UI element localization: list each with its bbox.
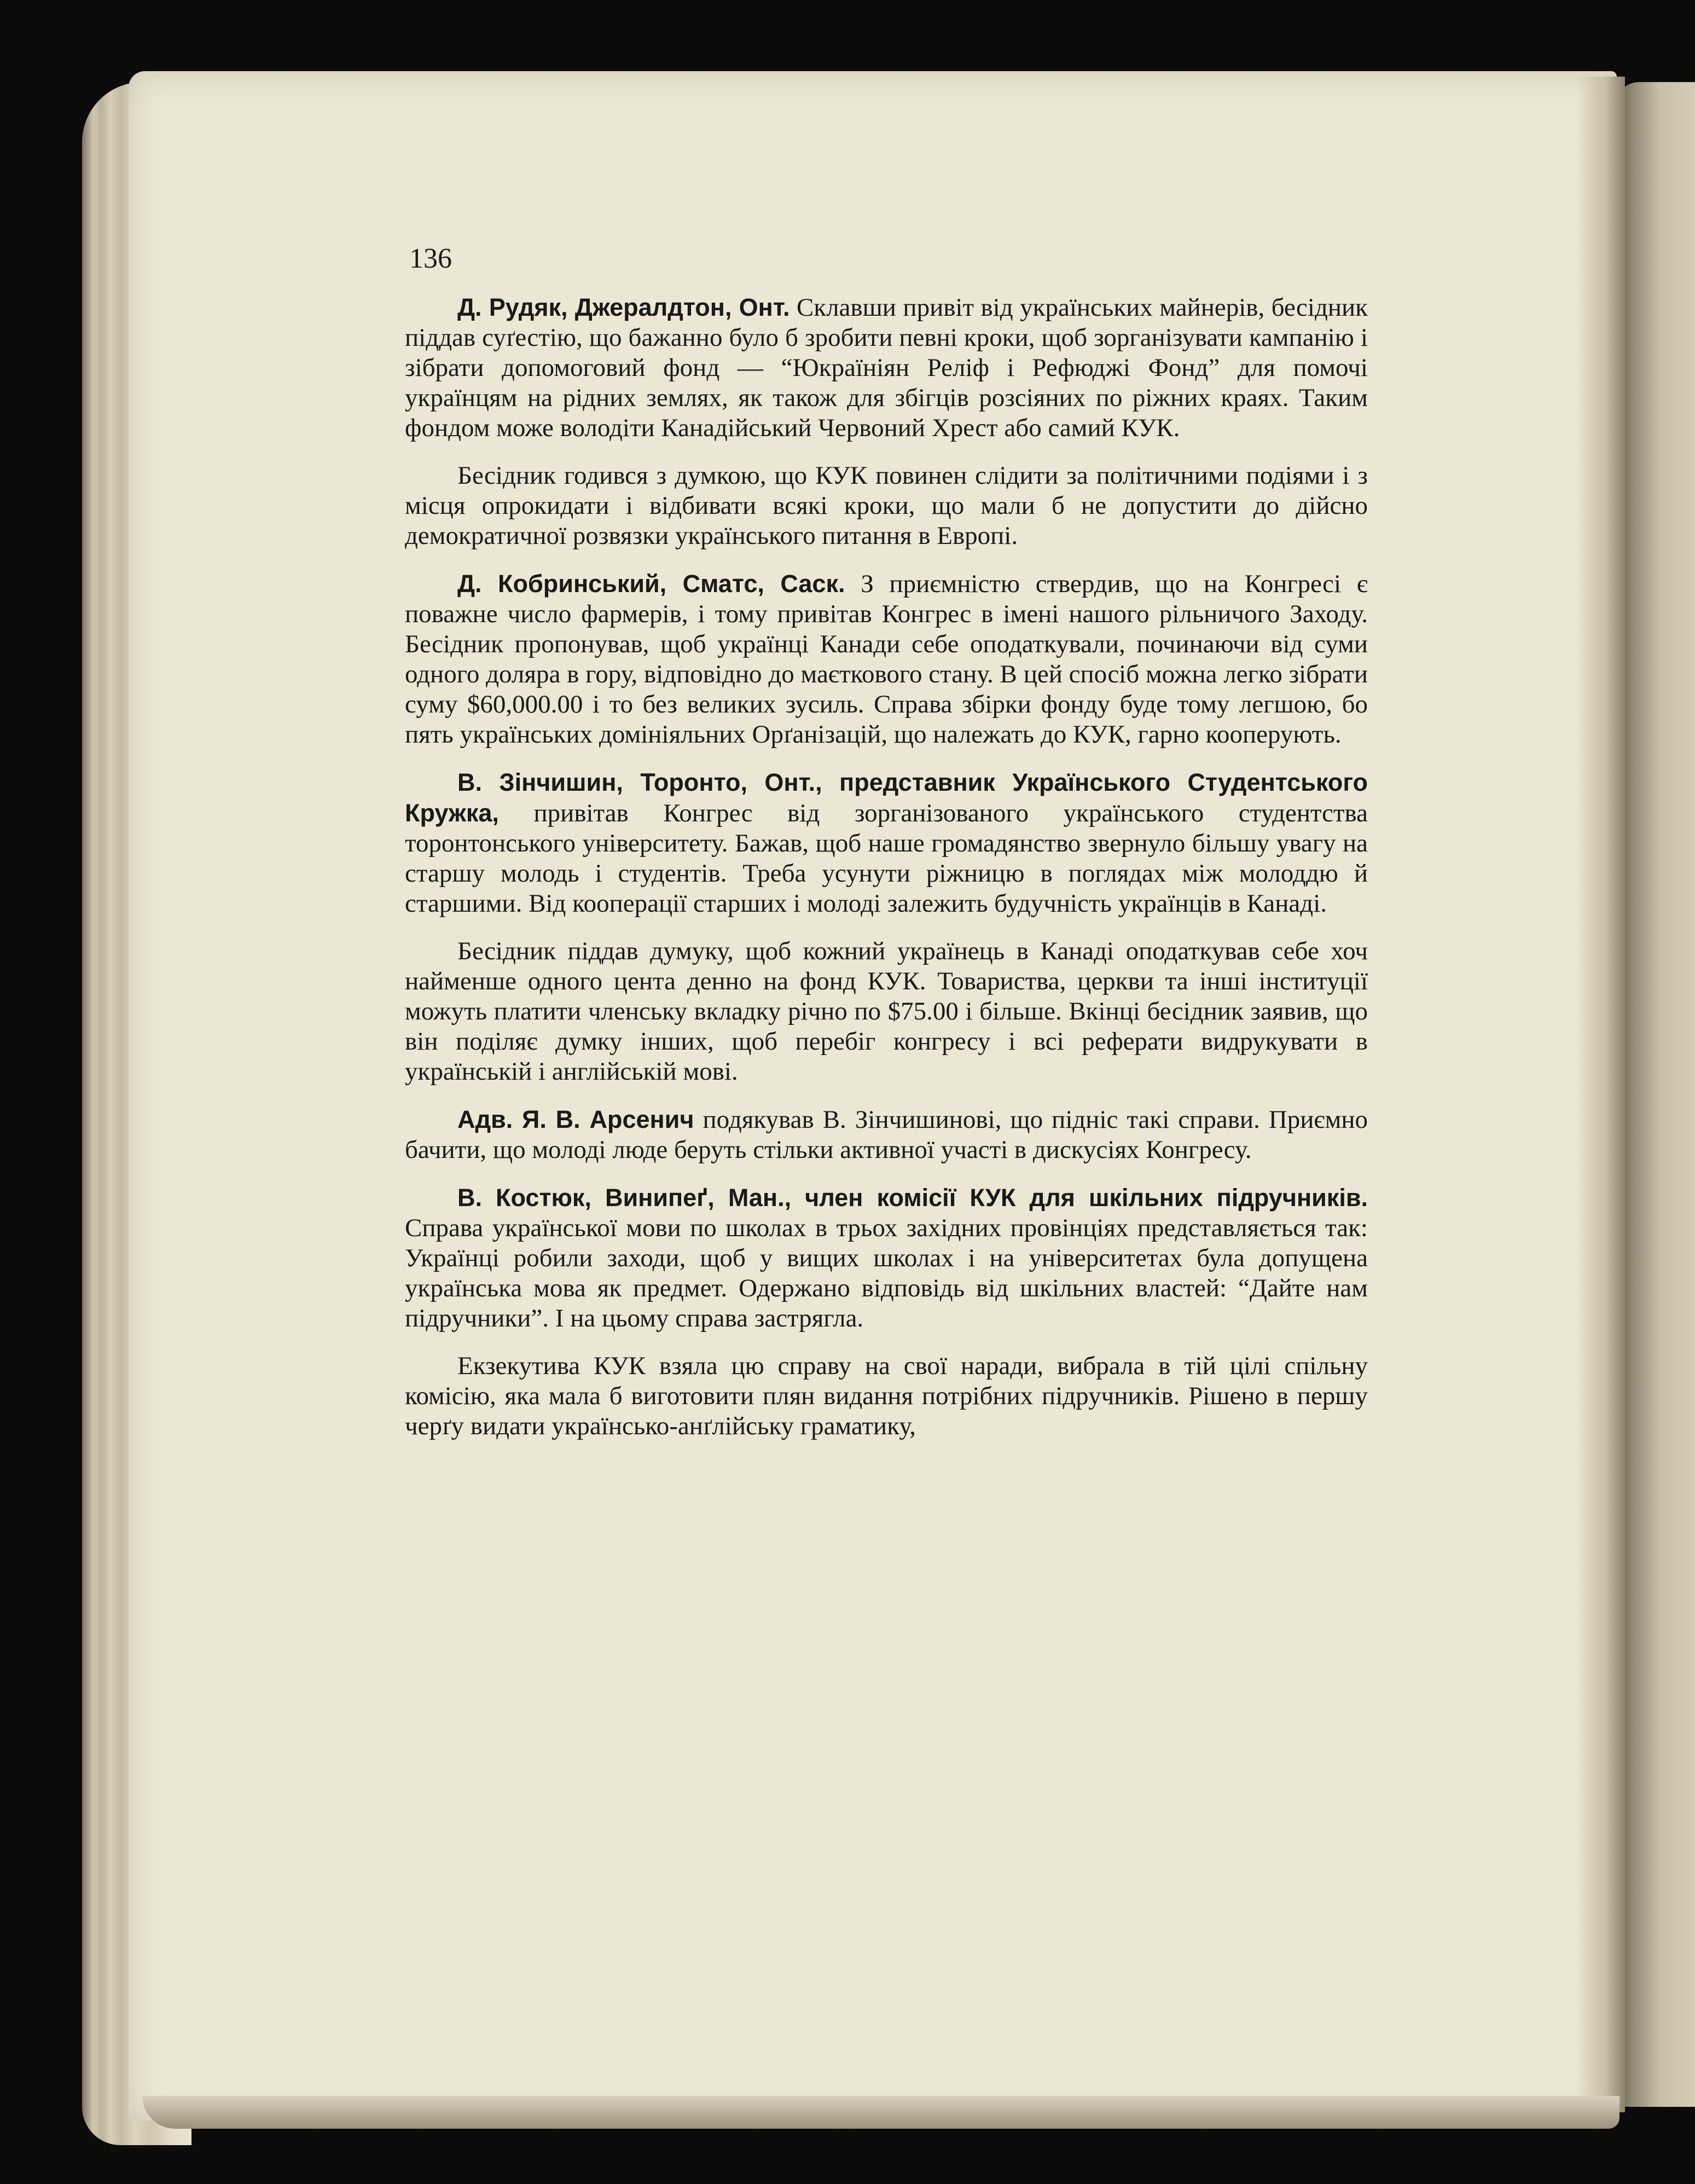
paragraph-text: подякував В. Зінчишинові, що підніс такі справи. Приємно бачити, що молоді люде беруть стільки активної участі в дискусіях Конгресу. (405, 1105, 1368, 1164)
page-text (405, 244, 1368, 1459)
paragraph-text: Бесідник піддав думуку, щоб кожний українець в Канаді оподаткував себе хоч найменше одного цента денно на фонд КУК. Товариства, церкви та інші інституції можуть платити членську вкладку річно по $75.00 і більше. Вкінці бесідник заявив, що він поділяє думку інших, щоб перебіг конгресу і всі реферати видрукувати в українській і англійській мові. (405, 937, 1368, 1086)
paragraph (405, 1351, 1368, 1441)
page-gutter-shadow (1576, 77, 1625, 2112)
paragraph-text: Справа української мови по школах в трьох західних провінціях представляється так: Українці робили заходи, щоб у вищих школах і на університетах була допущена українська мова як предмет. Одержано відповідь від шкільних властей: “Дайте нам підручники”. І на цьому справа застрягла. (405, 1214, 1368, 1333)
paragraph-text: Бесідник годився з думкою, що КУК повинен слідити за політичними подіями і з місця опрокидати і відбивати всякі кроки, що мали б не допустити до дійсно демократичної розвязки українського питання в Европі. (405, 461, 1368, 550)
paragraph (405, 1183, 1368, 1334)
paragraph-text: привітав Конгрес від зорганізованого українського студентства торонтонського університету. Бажав, щоб наше громадянство звернуло більшу увагу на старшу молодь і студентів. Треба усунути ріжницю в поглядах між молоддю й старшими. Від кооперації старших і молоді залежить будучність українців в Канаді. (405, 799, 1368, 918)
paragraph-text: Склавши привіт від українських майнерів, бесідник піддав суґестію, що бажанно було б зробити певні кроки, щоб зорганізувати кампанію і зібрати допомоговий фонд — “Юкраїніян Реліф і Рефюджі Фонд” для помочі українцям на рідних землях, як також для збігців розсіяних по ріжних краях. Таким фондом може володіти Канадійський Червоний Хрест або самий КУК. (405, 293, 1368, 442)
page-number: 136 (409, 243, 452, 274)
paragraph (405, 569, 1368, 750)
speaker-name: В. Костюк, Винипеґ, Ман., член комісії КУК для шкільних підручників. (457, 1184, 1368, 1212)
paragraph (405, 1104, 1368, 1165)
paragraph (405, 767, 1368, 919)
paragraph (405, 461, 1368, 551)
speaker-name: Д. Рудяк, Джералдтон, Онт. (457, 293, 790, 321)
page-bottom-edge (142, 2096, 1619, 2129)
paragraph (405, 936, 1368, 1087)
paragraph-text: Екзекутива КУК взяла цю справу на свої наради, вибрала в тій цілі спільну комісію, яка мала б виготовити плян видання потрібних підручників. Рішено в першу черґу видати українсько-анґлійську граматику, (405, 1352, 1368, 1440)
next-page-edge (1617, 82, 1695, 2107)
paragraph-text: З приємністю ствердив, що на Конгресі є поважне число фармерів, і тому привітав Конгрес в імені нашого рільничого Заходу. Бесідник пропонував, щоб українці Канади себе оподаткували, починаючи від суми одного доляра в гору, відповідно до маєткового стану. В цей спосіб можна легко зібрати суму $60,000.00 і то без великих зусиль. Справа збірки фонду буде тому легшою, бо пять українських домініяльних Орґанізацій, що належать до КУК, гарно кооперують. (405, 570, 1368, 749)
speaker-name: В. Зінчишин, Торонто, Онт., представник Українського Студентського Кружка, (405, 768, 1368, 827)
paragraph (405, 292, 1368, 443)
speaker-name: Д. Кобринський, Сматс, Саск. (457, 570, 845, 598)
speaker-name: Адв. Я. В. Арсенич (457, 1105, 694, 1133)
